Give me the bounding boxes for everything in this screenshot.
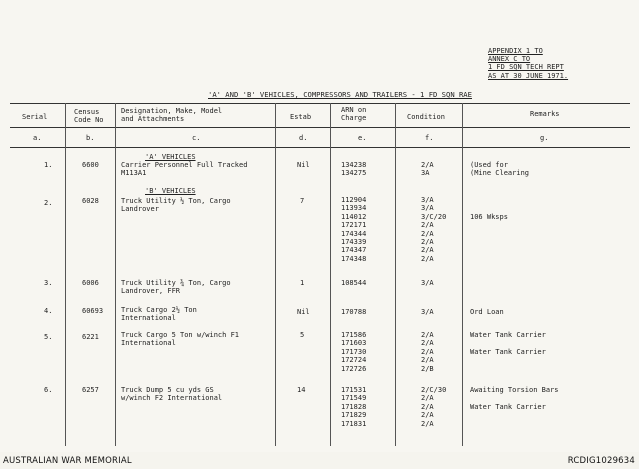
row-arn: 134238 134275 bbox=[341, 161, 367, 178]
column-letter: d. bbox=[299, 134, 308, 142]
row-designation: Truck Cargo 2½ Ton International bbox=[121, 306, 197, 323]
column-divider bbox=[462, 103, 463, 446]
row-serial: 5. bbox=[44, 333, 53, 341]
section-heading-a: 'A' VEHICLES bbox=[145, 153, 196, 161]
row-remarks: 106 Wksps bbox=[470, 212, 508, 221]
row-designation: Truck Utility ½ Ton, Cargo Landrover bbox=[121, 197, 231, 214]
row-remarks: Ord Loan bbox=[470, 308, 504, 316]
row-estab: 1 bbox=[300, 279, 305, 287]
row-estab: 7 bbox=[300, 197, 305, 205]
document-title: 'A' AND 'B' VEHICLES, COMPRESSORS AND TRAILERS - 1 FD SQN RAE bbox=[208, 90, 472, 99]
row-designation: Carrier Personnel Full Tracked M113A1 bbox=[121, 161, 248, 178]
header-designation: Designation, Make, Model and Attachments bbox=[121, 107, 223, 124]
row-condition: 2/A 2/A 2/A 2/A 2/B bbox=[421, 331, 434, 373]
row-condition: 3/A bbox=[421, 308, 434, 316]
column-letter: f. bbox=[425, 134, 434, 142]
column-divider bbox=[275, 103, 276, 446]
row-code: 6221 bbox=[82, 333, 99, 341]
column-divider bbox=[330, 103, 331, 446]
row-code: 6600 bbox=[82, 161, 99, 169]
row-estab: Nil bbox=[297, 308, 310, 316]
row-estab: 14 bbox=[297, 386, 306, 394]
row-serial: 6. bbox=[44, 386, 53, 394]
footer-record-id: RCDIG1029634 bbox=[567, 456, 635, 466]
row-estab: 5 bbox=[300, 331, 305, 339]
appendix-line: ANNEX C TO bbox=[488, 55, 531, 64]
row-arn: 108544 bbox=[341, 279, 367, 287]
row-serial: 4. bbox=[44, 307, 53, 315]
column-letter: a. bbox=[33, 134, 42, 142]
row-serial: 2. bbox=[44, 199, 53, 207]
row-arn: 171531 171549 171828 171829 171831 bbox=[341, 386, 367, 428]
row-condition: 3/A bbox=[421, 279, 434, 287]
table-top-rule bbox=[10, 103, 630, 104]
row-designation: Truck Utility ¾ Ton, Cargo Landrover, FFR bbox=[121, 279, 231, 296]
row-code: 6028 bbox=[82, 197, 99, 205]
header-remarks: Remarks bbox=[530, 110, 560, 118]
column-letter: c. bbox=[192, 134, 201, 142]
appendix-line: AS AT 30 JUNE 1971. bbox=[488, 71, 569, 80]
row-remarks: Water Tank Carrier Water Tank Carrier bbox=[470, 331, 546, 356]
row-serial: 1. bbox=[44, 161, 53, 169]
row-arn: 112904 113934 114012 172171 174344 174339 174347 174348 bbox=[341, 196, 367, 263]
row-designation: Truck Cargo 5 Ton w/winch F1 International bbox=[121, 331, 240, 348]
row-code: 6006 bbox=[82, 279, 99, 287]
row-remarks: Awaiting Torsion Bars Water Tank Carrier bbox=[470, 386, 559, 411]
column-letter: b. bbox=[86, 134, 95, 142]
row-remarks: (Used for (Mine Clearing bbox=[470, 161, 530, 178]
header-estab: Estab bbox=[290, 113, 312, 121]
column-divider bbox=[115, 103, 116, 446]
appendix-reference bbox=[488, 47, 568, 80]
footer-credit: AUSTRALIAN WAR MEMORIAL bbox=[3, 456, 132, 466]
appendix-line: APPENDIX 1 TO bbox=[488, 47, 543, 55]
row-serial: 3. bbox=[44, 279, 53, 287]
row-arn: 170788 bbox=[341, 308, 367, 316]
row-code: 6257 bbox=[82, 386, 99, 394]
letters-rule bbox=[10, 147, 630, 148]
row-code: 60693 bbox=[82, 307, 104, 315]
header-arn: ARN on Charge bbox=[341, 106, 367, 123]
row-estab: Nil bbox=[297, 161, 310, 169]
row-designation: Truck Dump 5 cu yds GS w/winch F2 International bbox=[121, 386, 223, 403]
column-divider bbox=[395, 103, 396, 446]
column-letter: g. bbox=[540, 134, 549, 142]
row-condition: 3/A 3/A 3/C/20 2/A 2/A 2/A 2/A 2/A bbox=[421, 196, 447, 263]
section-heading-b: 'B' VEHICLES bbox=[145, 187, 196, 195]
column-divider bbox=[65, 103, 66, 446]
appendix-line: 1 FD SQN TECH REPT bbox=[488, 63, 564, 72]
column-letter: e. bbox=[358, 134, 367, 142]
header-rule bbox=[10, 127, 630, 128]
row-arn: 171586 171603 171730 172724 172726 bbox=[341, 331, 367, 373]
header-serial: Serial bbox=[22, 113, 48, 121]
header-census: Census Code No bbox=[74, 108, 104, 125]
row-condition: 2/C/30 2/A 2/A 2/A 2/A bbox=[421, 386, 447, 428]
header-condition: Condition bbox=[407, 113, 445, 121]
row-condition: 2/A 3A bbox=[421, 161, 434, 178]
